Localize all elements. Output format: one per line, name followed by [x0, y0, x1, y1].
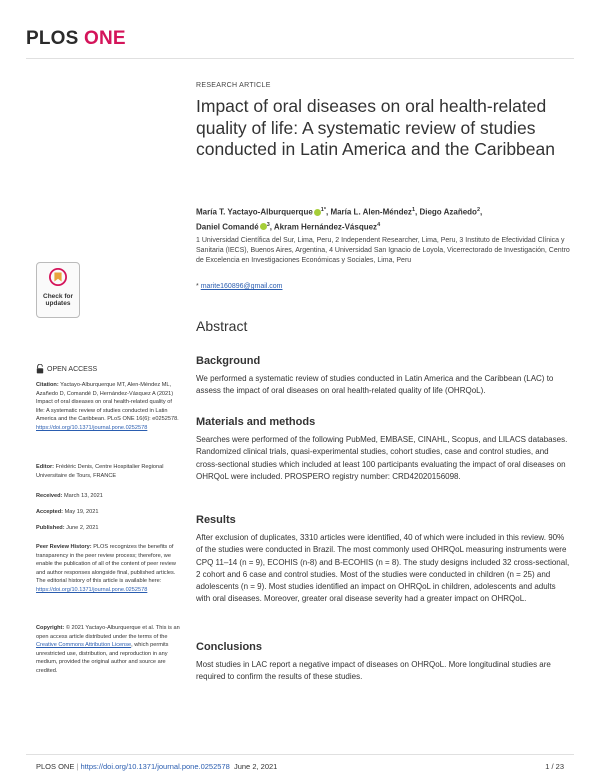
footer-separator: |: [76, 762, 79, 771]
journal-logo-plos: PLOS: [26, 28, 79, 49]
peer-review-text: PLOS recognizes the benefits of transparency in the peer review process; therefore, we enable the publication of all of the content of peer review and author responses alongside final, published articles. The editorial history of this article is available here:: [36, 544, 176, 585]
footer-journal: PLOS ONE: [36, 762, 75, 771]
open-access-label: [36, 364, 182, 374]
copyright-text-end: , which permits unrestricted use, distribution, and reproduction in any medium, provided the original author and source are credited.: [36, 642, 169, 674]
copyright-text: © 2021 Yactayo-Alburquerque et al. This is an open access article distributed under the terms of the: [36, 625, 180, 640]
accepted-date: May 19, 2021: [64, 509, 99, 515]
open-lock-icon: [36, 364, 44, 374]
published-block: [36, 524, 182, 533]
author-affil: 4: [377, 221, 381, 228]
received-date: March 13, 2021: [64, 493, 103, 499]
footer-date: June 2, 2021: [233, 762, 278, 771]
header-divider: [26, 58, 574, 59]
journal-logo[interactable]: [26, 28, 126, 50]
license-link[interactable]: Creative Commons Attribution License: [36, 642, 132, 649]
article-title: Impact of oral diseases on oral health-related quality of life: A systematic review of studies conducted in Latin America and the Caribbean: [196, 96, 555, 159]
copyright-block: [36, 624, 182, 676]
author-affil: 1: [411, 207, 415, 213]
author-name: Akram Hernández-Vásquez: [273, 222, 378, 232]
open-access-text: OPEN ACCESS: [47, 365, 98, 373]
author-name: Diego Azañedo: [419, 207, 477, 217]
section-text-methods: Searches were performed of the following PubMed, EMBASE, CINAHL, Scopus, and LILACS databases. Randomized clinical trials, quasi-experimental studies, cohort studies, case and control studies, and cross-sectional studies which included at least 100 participants evaluating the impact of oral diseases on OHRQoL were included. PROSPERO registry number: CRD42020156098.: [196, 435, 568, 481]
citation-text: Yactayo-Alburquerque MT, Alen-Méndez ML, Azañedo D, Comandé D, Hernández-Vásquez A (2021) Impact of oral diseases on oral health-related quality of life: A systematic review of studies conducted in Latin America and the Caribbean. PLoS ONE 16(6): e0252578.: [36, 382, 179, 423]
section-heading-background: Background: [196, 355, 261, 367]
author-name: María T. Yactayo-Alburquerque: [196, 207, 313, 217]
author-affil: 3: [266, 221, 270, 228]
received-block: [36, 492, 182, 501]
check-for-updates-badge[interactable]: [36, 262, 80, 318]
citation-label: Citation:: [36, 382, 59, 388]
journal-logo-one: ONE: [84, 28, 126, 49]
author-affil: 1*: [320, 207, 326, 213]
orcid-icon[interactable]: [260, 223, 267, 230]
section-heading-results: Results: [196, 514, 236, 526]
accepted-label: Accepted:: [36, 509, 64, 515]
correspondence: [196, 283, 572, 290]
author-name: Daniel Comandé: [196, 222, 259, 232]
editor-block: [36, 463, 182, 480]
check-updates-line2: updates: [45, 300, 71, 307]
author-affil: 2: [476, 207, 480, 213]
citation-doi-link[interactable]: https://doi.org/10.1371/journal.pone.0252578: [36, 424, 148, 431]
footer-doi-link[interactable]: https://doi.org/10.1371/journal.pone.0252578: [80, 762, 230, 771]
peer-review-block: [36, 543, 182, 595]
accepted-block: [36, 508, 182, 517]
section-heading-conclusions: Conclusions: [196, 641, 263, 653]
peer-review-link[interactable]: https://doi.org/10.1371/journal.pone.0252578: [36, 586, 148, 593]
orcid-icon[interactable]: [314, 209, 321, 216]
published-label: Published:: [36, 525, 65, 531]
received-label: Received:: [36, 493, 63, 499]
check-updates-line1: Check for: [43, 293, 73, 300]
copyright-label: Copyright:: [36, 625, 65, 631]
citation-block: [36, 381, 182, 433]
page-number: 1 / 23: [545, 762, 564, 771]
footer-divider: [26, 754, 574, 755]
editor-label: Editor:: [36, 464, 55, 470]
editor-text: Frédéric Denis, Centre Hospitalier Regional Universitaire de Tours, FRANCE: [36, 464, 164, 479]
affiliations: 1 Universidad Científica del Sur, Lima, Peru, 2 Independent Researcher, Lima, Peru, 3 Instituto de Efectividad Clínica y Sanitaria (IECS), Buenos Aires, Argentina, 4 Universidad San Ignacio de Loyola, Vicerrectorado de Investigación, Centro de Excelencia en Investigaciones Económicas y Sociales, Lima, Peru: [196, 237, 570, 264]
section-heading-methods: Materials and methods: [196, 416, 316, 428]
author-list: María T. Yactayo-Alburquerque $^{1*}$, María L. Alen-Méndez$^1$, Diego Azañedo$^2$, Daniel Comandé $^3$, Akram Hernández-Vásquez$^4$: [196, 207, 483, 232]
article-type: RESEARCH ARTICLE: [196, 82, 271, 89]
email-link[interactable]: marite160896@gmail.com: [200, 283, 283, 290]
email-prefix: *: [196, 283, 199, 290]
published-date: June 2, 2021: [66, 525, 99, 531]
abstract-heading: Abstract: [196, 318, 248, 334]
section-text-background: We performed a systematic review of studies conducted in Latin America and the Caribbean (LAC) to assess the impact of oral diseases on oral health-related quality of life (OHRQoL).: [196, 374, 554, 396]
check-updates-icon: [49, 268, 67, 286]
author-name: María L. Alen-Méndez: [330, 207, 412, 217]
peer-review-label: Peer Review History:: [36, 544, 92, 550]
section-text-conclusions: Most studies in LAC report a negative impact of diseases on OHRQoL. More longitudinal studies are required to confirm the results of these studies.: [196, 660, 551, 682]
section-text-results: After exclusion of duplicates, 3310 articles were identified, 40 of which were included in this review. 90% of the studies were conducted in Brazil. The most commonly used OHRQoL measuring instruments were CPQ 11–14 (n = 9), ECOHIS (n-8) and B-ECOHIS (n = 8). The study designs included 32 cross-sectional, 2 cohort and 6 case and control studies. Most of the studies were conducted in children (n = 25) and adolescents (n = 9). Most studies identified an impact on OHRQoL in children, adolescents and adults with oral diseases. Moreover, greater oral disease severity had a greater impact on OHRQoL.: [196, 533, 570, 604]
